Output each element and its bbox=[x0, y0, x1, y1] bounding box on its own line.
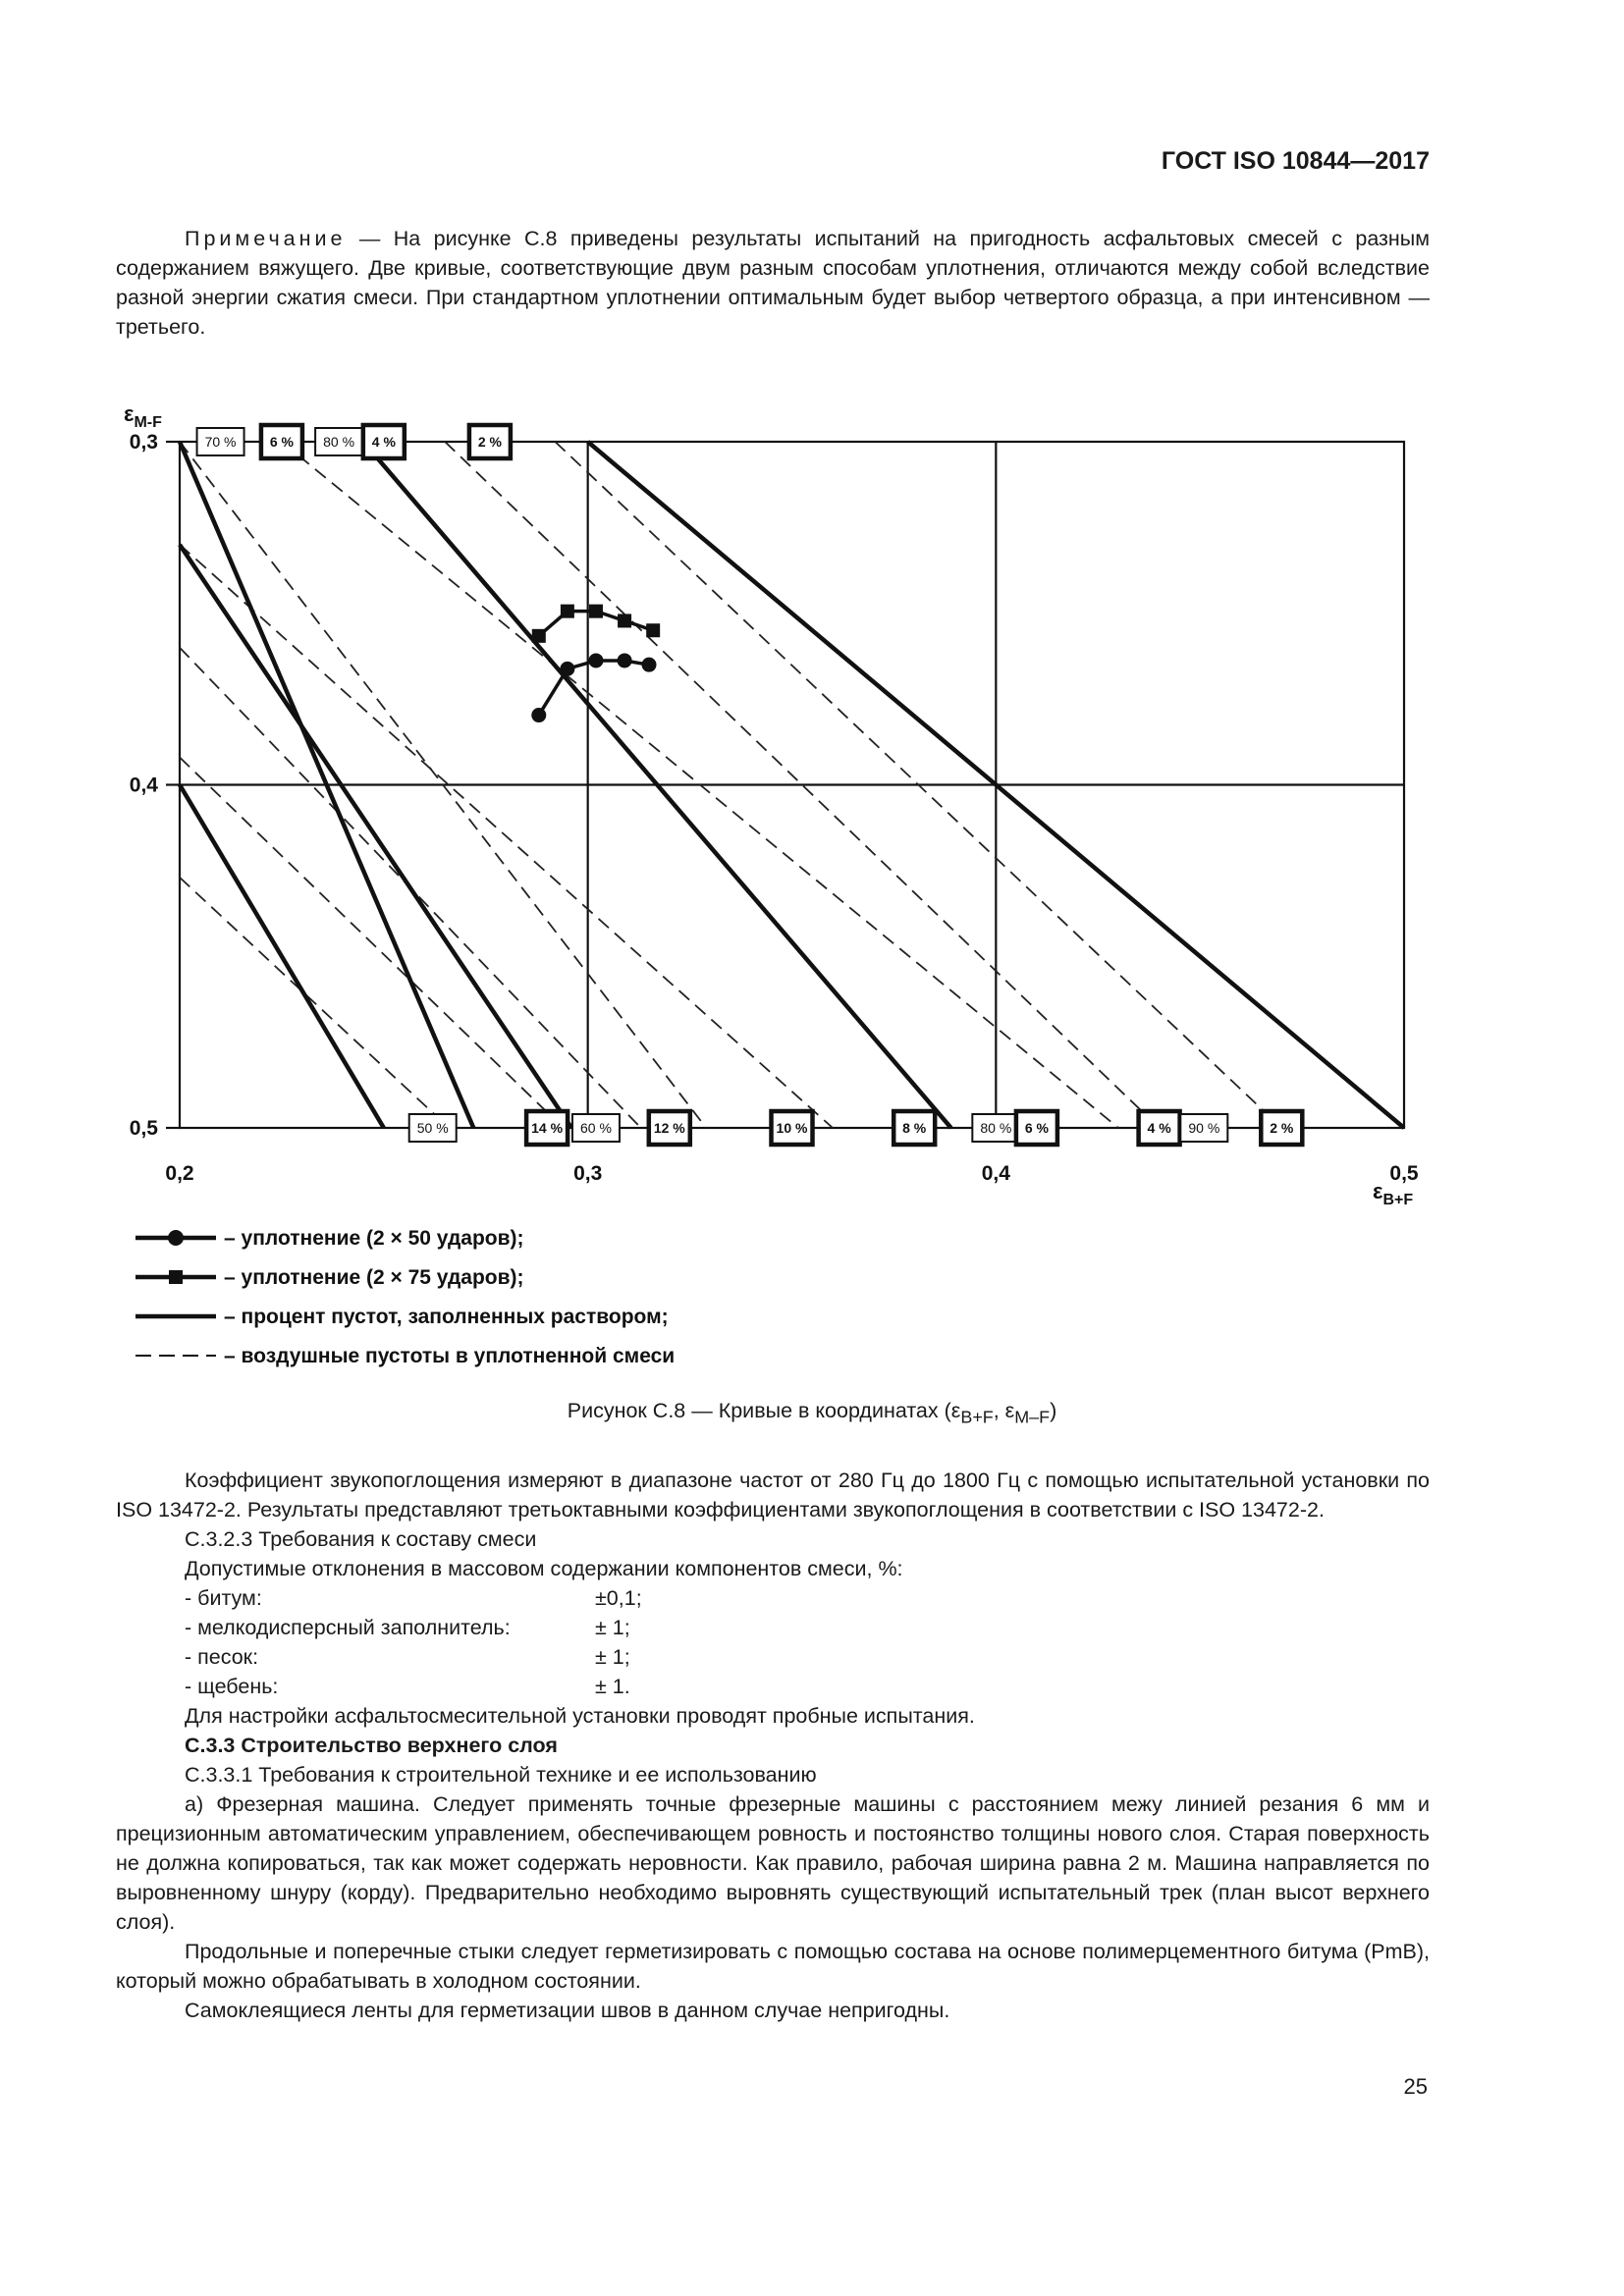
data-point-square bbox=[646, 623, 660, 637]
line-label-text: 6 % bbox=[269, 434, 294, 450]
caption-sub-bf: B+F bbox=[960, 1407, 994, 1427]
tolerance-name: - песок: bbox=[185, 1645, 259, 1669]
data-point-circle bbox=[560, 662, 574, 676]
paragraph-joints: Продольные и поперечные стыки следует герметизировать с помощью состава на основе полимерцементного битума (PmB), который можно обрабатывать в холодном состоянии. bbox=[116, 1940, 1430, 1993]
legend-marker-circle bbox=[168, 1230, 184, 1246]
air-void-line bbox=[180, 758, 564, 1128]
legend-label: – воздушные пустоты в уплотненной смеси bbox=[224, 1345, 676, 1367]
line-label-text: 80 % bbox=[323, 434, 355, 450]
caption-suffix: ) bbox=[1050, 1399, 1057, 1422]
legend-label: – процент пустот, заполненных раствором; bbox=[224, 1306, 669, 1328]
figure-caption bbox=[0, 1399, 1624, 1427]
document-id: ГОСТ ISO 10844—2017 bbox=[1161, 147, 1430, 175]
chart-grid bbox=[166, 442, 1404, 1128]
caption-sub-mf: M–F bbox=[1014, 1407, 1051, 1427]
data-point-square bbox=[618, 614, 631, 627]
tolerance-name: - щебень: bbox=[185, 1675, 279, 1698]
axis-ticks bbox=[130, 431, 1419, 1185]
tolerance-value: ± 1; bbox=[595, 1645, 630, 1669]
figure-c8-chart bbox=[0, 388, 1624, 1379]
x-tick-label: 0,2 bbox=[165, 1162, 194, 1185]
data-point-circle bbox=[588, 653, 603, 667]
data-point-square bbox=[561, 605, 574, 618]
line-label-text: 4 % bbox=[371, 434, 396, 450]
data-point-square bbox=[589, 605, 603, 618]
caption-eps-2: ε bbox=[1004, 1399, 1015, 1422]
caption-comma: , bbox=[993, 1399, 1005, 1422]
legend-marker-square bbox=[169, 1270, 183, 1284]
line-label-text: 50 % bbox=[416, 1120, 449, 1136]
trial-paragraph: Для настройки асфальтосмесительной установки проводят пробные испытания. bbox=[185, 1704, 975, 1728]
y-tick-label: 0,5 bbox=[129, 1117, 158, 1140]
note-paragraph bbox=[116, 224, 1430, 342]
air-void-line bbox=[180, 878, 449, 1128]
x-tick-label: 0,5 bbox=[1389, 1162, 1419, 1185]
line-label-text: 2 % bbox=[1270, 1120, 1294, 1136]
x-axis-label-sub: B+F bbox=[1382, 1192, 1414, 1208]
note-text: — На рисунке С.8 приведены результаты испытаний на пригодность асфальтовых смесей с разным содержанием вяжущего. Две кривые, соответствующие двум разным способам уплотнения, отличаются между собой вследствие разной энергии сжатия смеси. При стандартном уплотнении оптимальным будет выбор четвертого образца, а при интенсивном — третьего. bbox=[116, 227, 1430, 339]
vfa-line bbox=[180, 545, 571, 1128]
section-c331: С.3.3.1 Требования к строительной технике и ее использованию bbox=[185, 1763, 817, 1787]
data-point-circle bbox=[531, 708, 546, 722]
x-tick-label: 0,4 bbox=[981, 1162, 1010, 1185]
line-label-text: 8 % bbox=[902, 1120, 927, 1136]
paragraph-milling-machine: а) Фрезерная машина. Следует применять точные фрезерные машины с расстоянием межу линией резания 6 мм и прецизионным автоматическим управлением, обеспечивающем ровность и постоянство толщины нового слоя. Старая поверхность не должна копироваться, так как может содержать неровности. Как правило, рабочая ширина равна 2 м. Машина направляется по выровненному шнуру (корду). Предварительно необходимо выровнять существующий испытательный трек (план высот верхнего слоя). bbox=[116, 1792, 1430, 1934]
line-label-text: 70 % bbox=[204, 434, 237, 450]
air-void-line bbox=[180, 545, 833, 1128]
y-tick-label: 0,3 bbox=[129, 431, 158, 454]
note-label: Примечание bbox=[185, 227, 347, 250]
line-label-text: 12 % bbox=[653, 1120, 685, 1136]
body-text bbox=[116, 1466, 1430, 2025]
line-label-text: 6 % bbox=[1024, 1120, 1049, 1136]
y-axis-label bbox=[124, 401, 162, 431]
tolerance-row bbox=[116, 1642, 1430, 1672]
line-label-text: 4 % bbox=[1147, 1120, 1171, 1136]
line-label-text: 10 % bbox=[776, 1120, 808, 1136]
line-label-text: 80 % bbox=[980, 1120, 1012, 1136]
tolerance-row bbox=[116, 1613, 1430, 1642]
legend-label: – уплотнение (2 × 75 ударов); bbox=[224, 1266, 524, 1289]
line-label-text: 14 % bbox=[531, 1120, 564, 1136]
section-c33-heading: С.3.3 Строительство верхнего слоя bbox=[185, 1734, 558, 1757]
vfa-line bbox=[180, 785, 384, 1129]
tolerance-row bbox=[116, 1583, 1430, 1613]
chart-legend bbox=[135, 1227, 675, 1367]
tolerance-value: ±0,1; bbox=[595, 1586, 642, 1610]
x-axis-label-main: ε bbox=[1373, 1179, 1383, 1203]
y-axis-label-sub: M-F bbox=[134, 414, 162, 431]
caption-prefix: Рисунок С.8 — Кривые в координатах ( bbox=[567, 1399, 951, 1422]
tolerance-value: ± 1. bbox=[595, 1675, 630, 1698]
y-axis-label-main: ε bbox=[124, 401, 135, 426]
tolerance-value: ± 1; bbox=[595, 1616, 630, 1639]
tolerance-row bbox=[116, 1672, 1430, 1701]
line-label-text: 90 % bbox=[1188, 1120, 1220, 1136]
legend-label: – уплотнение (2 × 50 ударов); bbox=[224, 1227, 524, 1250]
data-point-square bbox=[532, 629, 546, 643]
section-c323: С.3.2.3 Требования к составу смеси bbox=[185, 1527, 537, 1551]
data-point-circle bbox=[618, 653, 632, 667]
x-tick-label: 0,3 bbox=[573, 1162, 603, 1185]
caption-eps-1: ε bbox=[950, 1399, 961, 1422]
paragraph-absorption: Коэффициент звукопоглощения измеряют в диапазоне частот от 280 Гц до 1800 Гц с помощью испытательной установки по ISO 13472-2. Результаты представляют третьоктавными коэффициентами звукопоглощения в соответствии с ISO 13472-2. bbox=[116, 1468, 1430, 1522]
tolerance-name: - битум: bbox=[185, 1586, 262, 1610]
paragraph-tapes: Самоклеящиеся ленты для герметизации швов в данном случае непригодны. bbox=[185, 1999, 950, 2022]
tolerance-intro: Допустимые отклонения в массовом содержании компонентов смеси, %: bbox=[185, 1557, 903, 1580]
line-label-text: 2 % bbox=[477, 434, 502, 450]
data-point-circle bbox=[642, 658, 657, 672]
tolerance-name: - мелкодисперсный заполнитель: bbox=[185, 1616, 511, 1639]
axis-labels bbox=[124, 401, 1413, 1208]
page-number: 25 bbox=[1403, 2074, 1428, 2099]
y-tick-label: 0,4 bbox=[129, 774, 158, 797]
line-label-text: 60 % bbox=[580, 1120, 612, 1136]
